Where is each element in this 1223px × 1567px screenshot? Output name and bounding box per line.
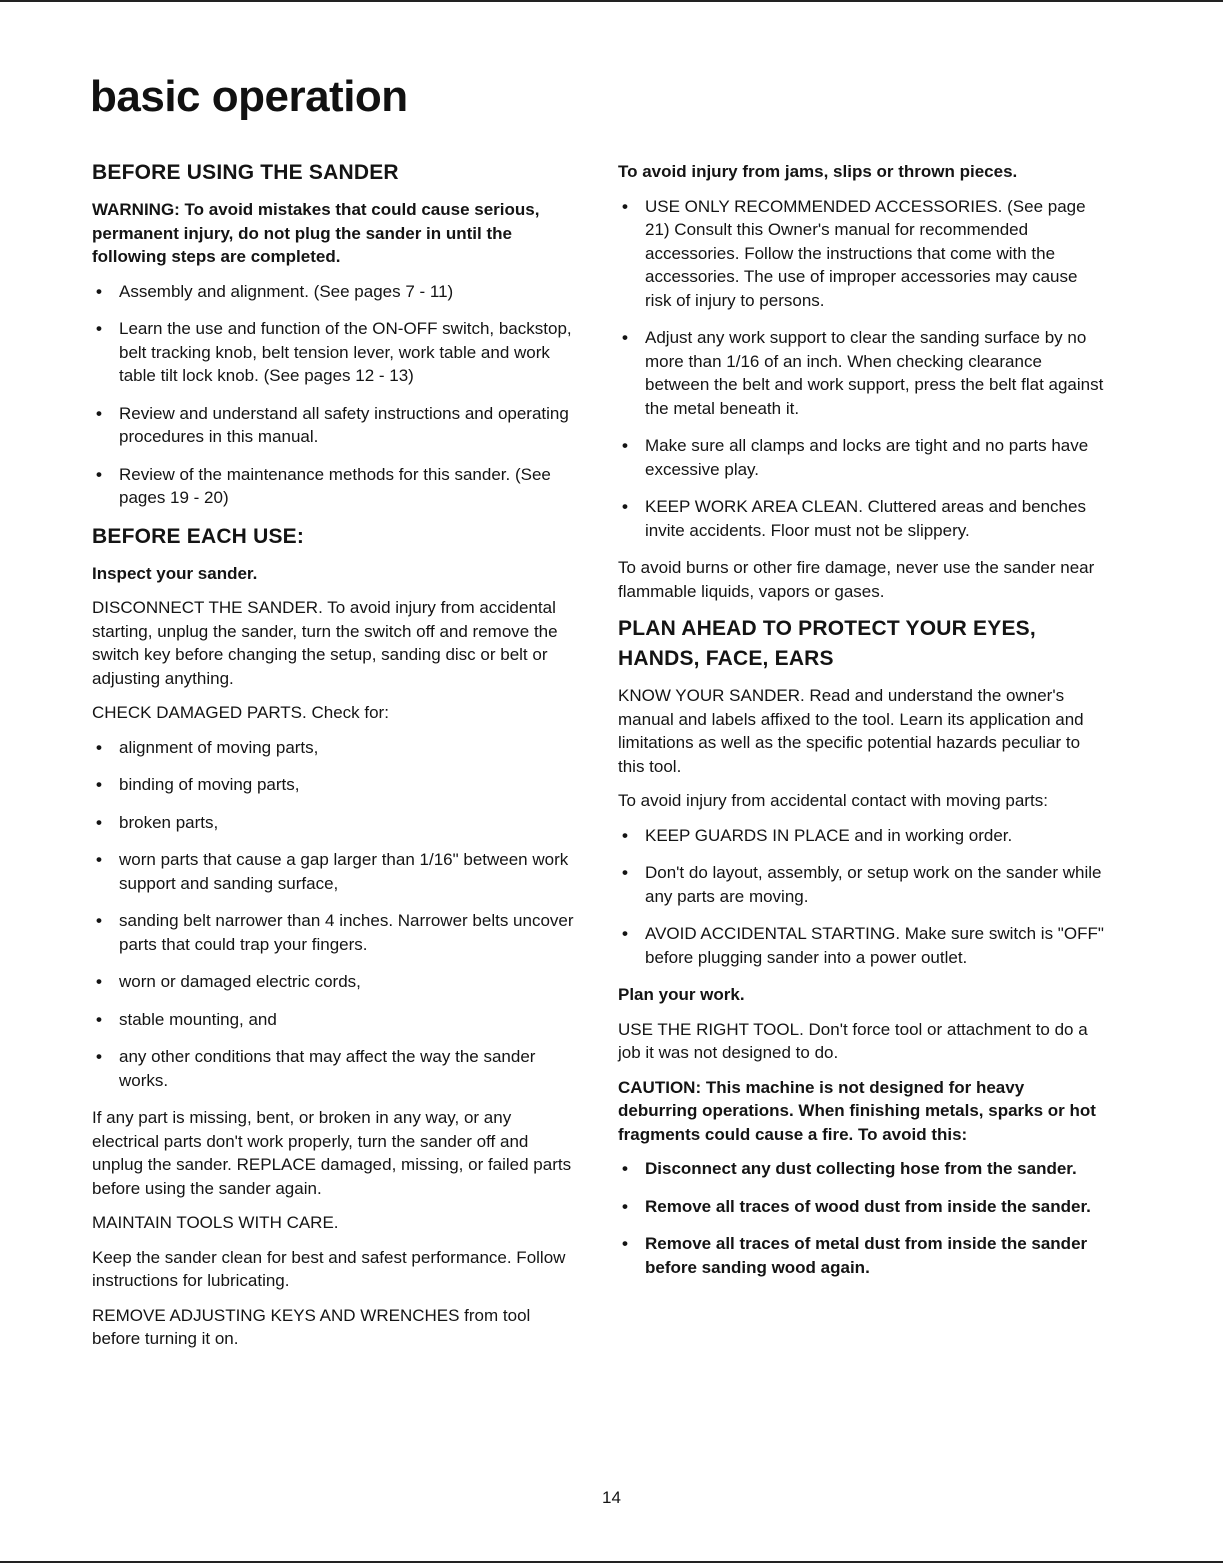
contact-list [618,824,1106,970]
list-item [92,1008,580,1032]
list-item [618,1157,1106,1181]
list-item [92,736,580,760]
warning-text: WARNING: To avoid mistakes that could cause serious, permanent injury, do not plug the sander in until the following steps are completed. [92,200,540,266]
bullet-icon: • [622,1234,628,1253]
bullet-icon: • [96,403,102,423]
bullet-icon: • [622,825,628,845]
bullet-icon: • [96,850,102,869]
bullet-icon: • [96,775,102,794]
list-item-text: worn or damaged electric cords, [119,972,361,991]
check-list [92,736,580,1093]
bullet-icon: • [96,911,102,930]
list-item-text: sanding belt narrower than 4 inches. Narrower belts uncover parts that could trap your fingers. [119,911,574,954]
plan-work-heading: Plan your work. [618,985,745,1004]
list-item-text: binding of moving parts, [119,775,300,794]
bullet-icon: • [622,1196,628,1216]
keep-clean-paragraph: Keep the sander clean for best and safest performance. Follow instructions for lubricating. [92,1247,566,1290]
list-item [618,495,1106,542]
bullet-icon: • [622,436,628,455]
list-item [92,773,580,797]
left-column [92,160,580,1362]
burns-paragraph: To avoid burns or other fire damage, never use the sander near flammable liquids, vapors or gases. [618,558,1095,601]
list-item-text: Remove all traces of wood dust from inside the sander. [645,1196,1091,1216]
list-item-text: AVOID ACCIDENTAL STARTING. Make sure switch is "OFF" before plugging sander into a power outlet. [645,924,1104,967]
bullet-icon: • [622,924,628,943]
list-item-text: KEEP WORK AREA CLEAN. Cluttered areas and benches invite accidents. Floor must not be slippery. [645,497,1086,540]
check-damaged-paragraph: CHECK DAMAGED PARTS. Check for: [92,703,389,722]
list-item-text: worn parts that cause a gap larger than 1/16" between work support and sanding surface, [119,850,569,893]
before-each-use-heading: BEFORE EACH USE: [92,524,305,548]
page-number: 14 [602,1488,621,1507]
bullet-icon: • [96,737,102,757]
bullet-icon: • [96,1009,102,1029]
page-title: basic operation [90,72,408,121]
list-item-text: alignment of moving parts, [119,737,319,757]
list-item-text: Adjust any work support to clear the sanding surface by no more than 1/16 of an inch. When checking clearance between the belt and work support, press the belt flat against the metal beneath it. [645,328,1104,418]
right-tool-paragraph: USE THE RIGHT TOOL. Don't force tool or attachment to do a job it was not designed to do. [618,1019,1088,1062]
list-item-text: KEEP GUARDS IN PLACE and in working order. [645,825,1013,845]
list-item-text: broken parts, [119,812,219,832]
bullet-icon: • [96,972,102,991]
list-item-text: Remove all traces of metal dust from inside the sander before sanding wood again. [645,1234,1088,1277]
list-item [92,970,580,994]
list-item [618,922,1106,969]
list-item-text: Learn the use and function of the ON-OFF switch, backstop, belt tracking knob, belt tension lever, work table and work table tilt lock knob. (See pages 12 - 13) [119,319,572,385]
contact-paragraph: To avoid injury from accidental contact with moving parts: [618,791,1048,810]
disconnect-paragraph: DISCONNECT THE SANDER. To avoid injury from accidental starting, unplug the sander, turn the switch off and remove the switch key before changing the setup, sanding disc or belt or adjusting anything. [92,598,558,688]
bullet-icon: • [622,328,628,347]
list-item-text: stable mounting, and [119,1009,277,1029]
maintain-paragraph: MAINTAIN TOOLS WITH CARE. [92,1213,339,1232]
list-item-text: Review of the maintenance methods for this sander. (See pages 19 - 20) [119,464,551,507]
list-item [92,463,580,510]
jams-list [618,195,1106,543]
bullet-icon: • [96,812,102,832]
remove-keys-paragraph: REMOVE ADJUSTING KEYS AND WRENCHES from tool before turning it on. [92,1305,531,1348]
bullet-icon: • [96,1047,102,1066]
list-item [92,1045,580,1092]
top-rule [0,0,1223,2]
list-item [618,1195,1106,1219]
plan-ahead-heading: PLAN AHEAD TO PROTECT YOUR EYES, HANDS, FACE, EARS [618,617,1036,670]
before-using-heading: BEFORE USING THE SANDER [92,161,399,184]
list-item [92,402,580,449]
list-item [618,824,1106,848]
list-item [618,861,1106,908]
know-sander-paragraph: KNOW YOUR SANDER. Read and understand the owner's manual and labels affixed to the tool. Learn its application and limitations as well as the specific potential hazards peculiar to this tool. [618,686,1084,776]
bottom-rule [0,1561,1223,1563]
list-item-text: Disconnect any dust collecting hose from the sander. [645,1159,1077,1178]
bullet-icon: • [622,863,628,882]
caution-paragraph: CAUTION: This machine is not designed for heavy deburring operations. When finishing metals, sparks or hot fragments could cause a fire. To avoid this: [618,1077,1096,1144]
list-item-text: any other conditions that may affect the way the sander works. [119,1047,536,1090]
list-item [92,909,580,956]
list-item [92,848,580,895]
inspect-heading: Inspect your sander. [92,563,258,583]
list-item [618,1232,1106,1279]
missing-part-paragraph: If any part is missing, bent, or broken in any way, or any electrical parts don't work properly, turn the sander off and unplug the sander. REPLACE damaged, missing, or failed parts before using the sander again. [92,1108,572,1198]
list-item-text: Make sure all clamps and locks are tight and no parts have excessive play. [645,436,1089,479]
bullet-icon: • [96,464,102,484]
bullet-icon: • [96,281,102,301]
list-item-text: Assembly and alignment. (See pages 7 - 11) [119,281,454,301]
bullet-icon: • [622,1159,628,1178]
before-using-list [92,280,580,510]
jams-heading: To avoid injury from jams, slips or thrown pieces. [618,162,1018,181]
list-item [92,811,580,835]
caution-list [618,1157,1106,1279]
list-item-text: Don't do layout, assembly, or setup work on the sander while any parts are moving. [645,863,1102,906]
bullet-icon: • [96,319,102,338]
list-item [92,280,580,304]
list-item [618,434,1106,481]
list-item-text: Review and understand all safety instructions and operating procedures in this manual. [119,403,569,446]
list-item-text: USE ONLY RECOMMENDED ACCESSORIES. (See page 21) Consult this Owner's manual for recommended accessories. Follow the instructions that come with the accessories. The use of improper accessories may cause risk of injury to persons. [645,196,1086,310]
list-item [618,195,1106,313]
list-item [92,317,580,388]
bullet-icon: • [622,497,628,516]
list-item [618,326,1106,420]
bullet-icon: • [622,196,628,216]
right-column [618,160,1106,1293]
